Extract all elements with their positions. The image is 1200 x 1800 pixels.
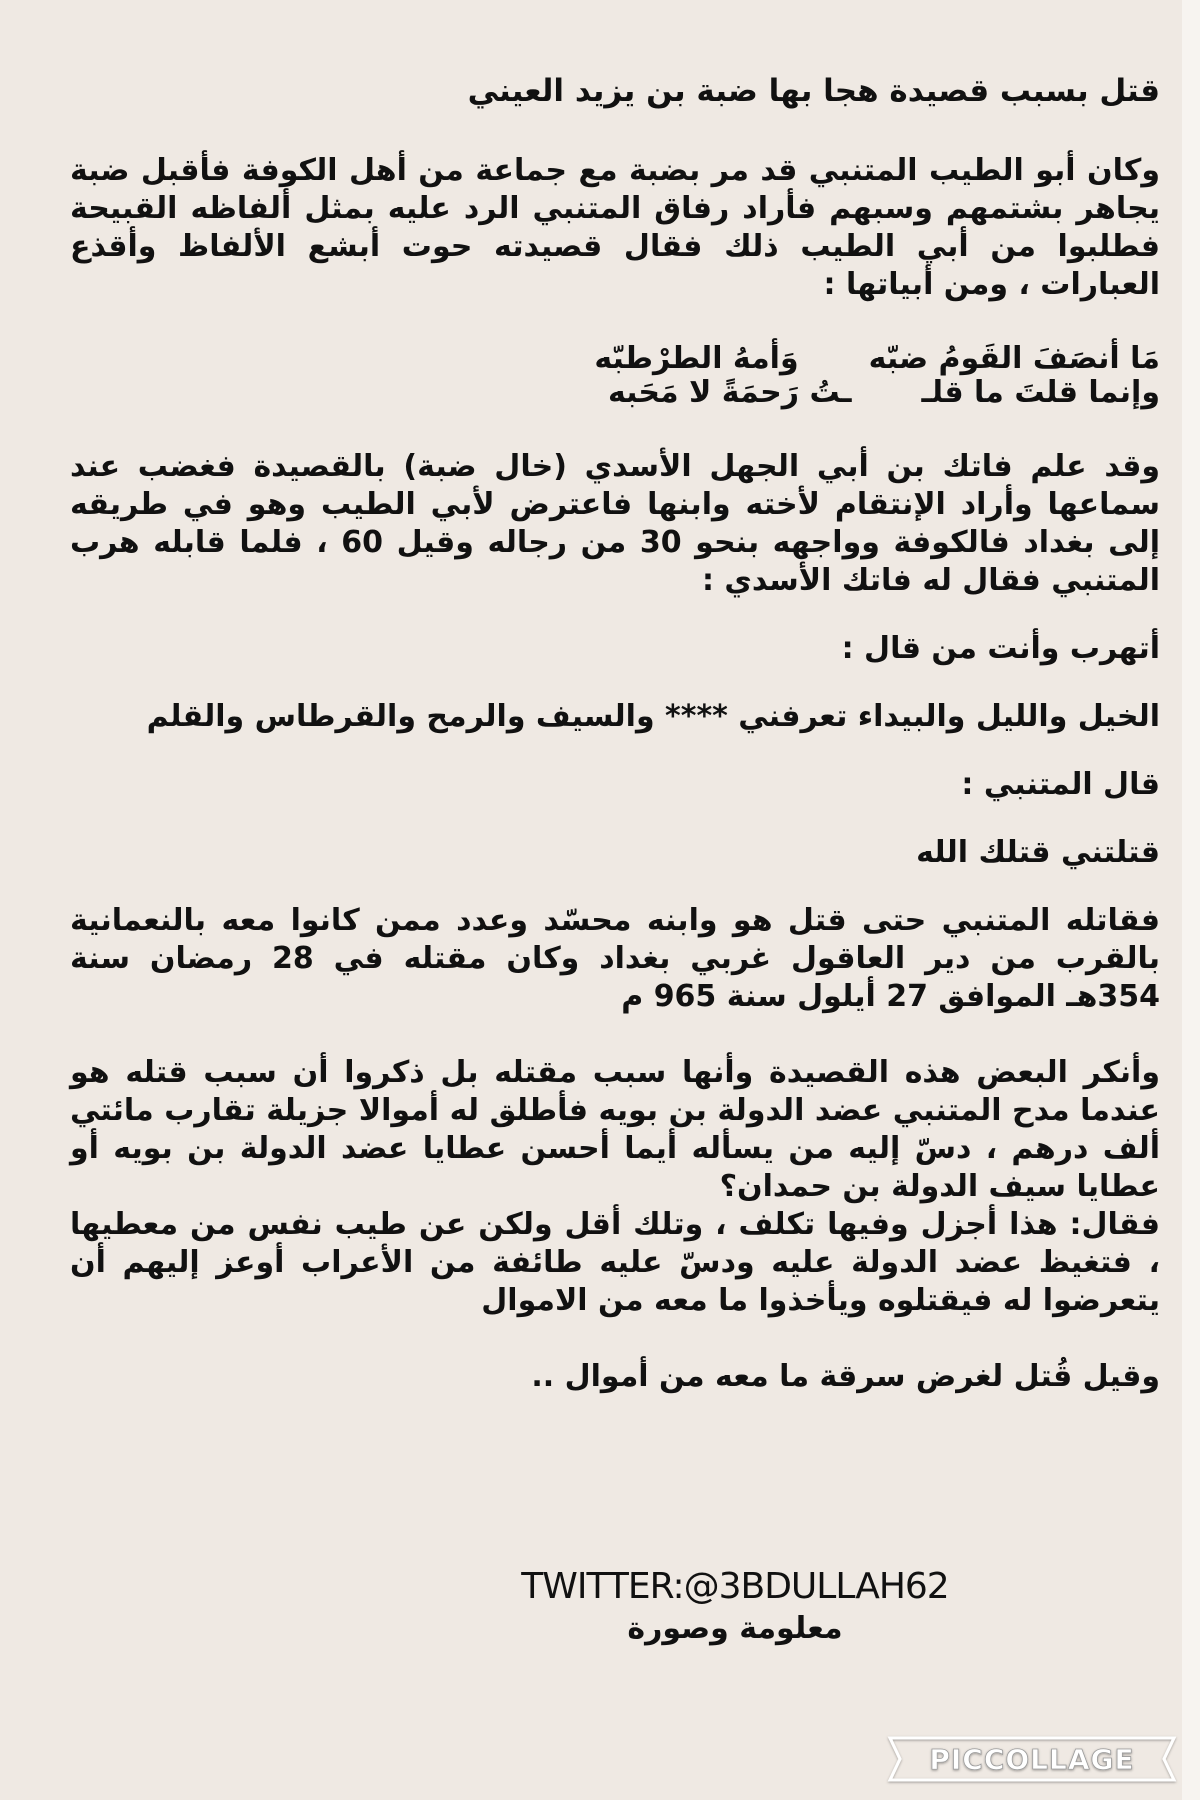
intro-paragraph: وكان أبو الطيب المتنبي قد مر بضبة مع جماعة من أهل الكوفة فأقبل ضبة يجاهر بشتمهم وسبهم فأراد رفاق المتنبي الرد عليه بمثل ألفاظه القبيحة فطلبوا من أبي الطيب ذلك فقال قصيدته حوت أبشع الألفاظ وأقذع العبارات ، ومن أبياتها : [70, 153, 1160, 302]
logo-text: PICCOLLAGE [929, 1743, 1135, 1776]
fatik-paragraph: وقد علم فاتك بن أبي الجهل الأسدي (خال ضبة) بالقصيدة فغضب عند سماعها وأراد الإنتقام لأخته وابنها فاعترض لأبي الطيب وهو في طريقه إلى بغداد فالكوفة وواجهه بنحو 30 من رجاله وقيل 60 ، فلما قابله هرب المتنبي فقال له فاتك الأسدي : [70, 449, 1161, 598]
famous-verse: الخيل والليل والبيداء تعرفني **** والسيف والرمح والقرطاس والقلم [146, 699, 1160, 734]
article-title: قتل بسبب قصيدة هجا بها ضبة بن يزيد العيني [467, 73, 1160, 109]
spacer [70, 872, 1160, 902]
mutanabbi-reply: قتلتني قتلك الله [916, 835, 1160, 870]
spacer [70, 304, 1160, 342]
denial-paragraph: وأنكر البعض هذه القصيدة وأنها سبب مقتله بل ذكروا أن سبب قتله هو عندما مدح المتنبي عضد الدولة بن بويه فأطلق له أموالا جزيلة تقارب مائتي ألف درهم ، دسّ إليه من يسأله أيما أحسن عطايا عضد الدولة بن بويه أو عطايا سيف الدولة بن حمدان؟ [70, 1055, 1160, 1204]
signature-caption: معلومة وصورة [627, 1611, 843, 1646]
spacer [70, 736, 1160, 766]
spacer [70, 410, 1160, 448]
page-edge [1182, 0, 1200, 1800]
verse-line-1 [70, 342, 1160, 376]
article [70, 70, 1160, 1396]
death-paragraph: فقاتله المتنبي حتى قتل هو وابنه محسّد وعدد ممن كانوا معه بالنعمانية بالقرب من دير العاقول غربي بغداد وكان مقتله في 28 رمضان سنة 354هـ الموافق 27 أيلول سنة 965 م [70, 903, 1161, 1014]
flee-question: أتهرب وأنت من قال : [841, 631, 1160, 666]
reply-paragraph: فقال: هذا أجزل وفيها تكلف ، وتلك أقل ولكن عن طيب نفس من معطيها ، فتغيظ عضد الدولة عليه ودسّ عليه طائفة من الأعراب أوعز إليهم أن يتعرضوا له فيقتلوه ويأخذوا ما معه من الاموال [70, 1207, 1160, 1318]
spacer [70, 804, 1160, 834]
closing-line: وقيل قُتل لغرض سرقة ما معه من أموال .. [531, 1359, 1160, 1394]
spacer [70, 1016, 1160, 1054]
verse-line-2-first: وإنما قلتَ ما قلـ [921, 375, 1160, 410]
spacer [70, 668, 1160, 698]
verse-line-1-second: وَأمهُ الطرْطبّه [594, 341, 799, 376]
poem-verse [70, 342, 1160, 410]
piccollage-logo [882, 1724, 1182, 1794]
verse-line-2-second: ـتُ رَحمَةً لا مَحَبه [607, 375, 852, 410]
verse-line-2 [70, 376, 1160, 410]
twitter-handle: TWITTER:@3BDULLAH62 [521, 1566, 949, 1607]
mutanabbi-said: قال المتنبي : [961, 767, 1160, 802]
signature-block [510, 1565, 960, 1649]
verse-line-1-first: مَا أنصَفَ القَومُ ضبّه [868, 341, 1160, 376]
spacer [70, 600, 1160, 630]
spacer [70, 1320, 1160, 1358]
